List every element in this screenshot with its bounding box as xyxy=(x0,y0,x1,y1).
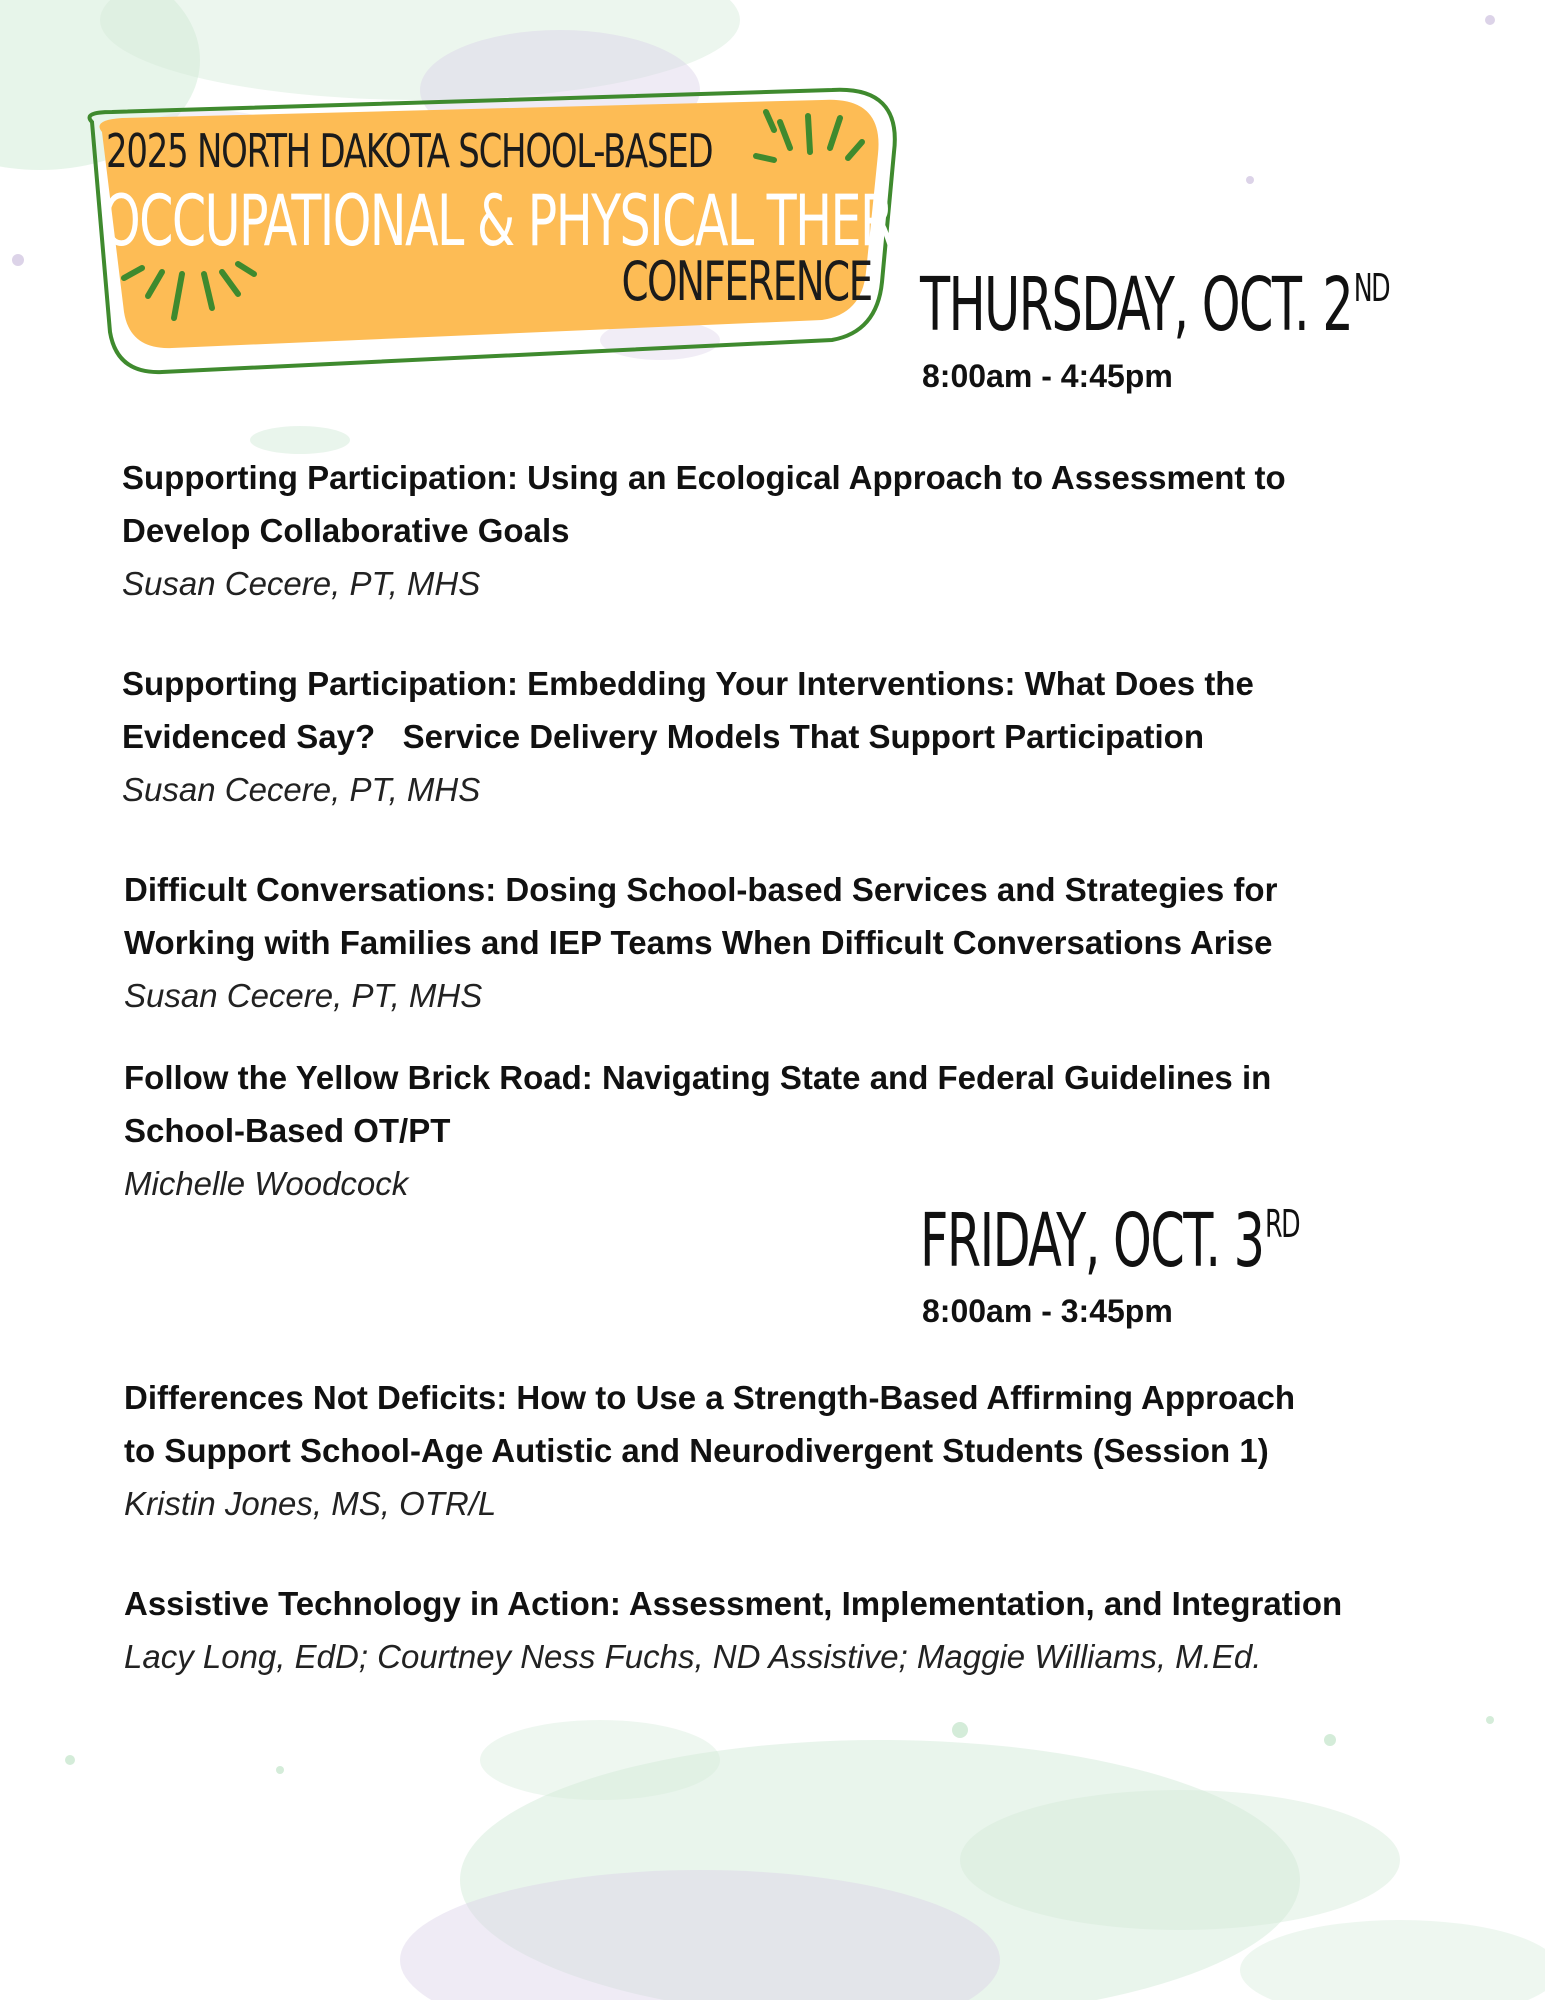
session-speaker: Susan Cecere, PT, MHS xyxy=(124,977,483,1014)
conference-title-badge xyxy=(62,82,978,382)
session-item xyxy=(122,657,1522,816)
session-title-line: Differences Not Deficits: How to Use a Strength-Based Affirming Approach xyxy=(124,1379,1296,1416)
friday-suffix: RD xyxy=(1265,1202,1300,1246)
friday-time: 8:00am - 3:45pm xyxy=(922,1293,1173,1329)
session-speaker: Kristin Jones, MS, OTR/L xyxy=(124,1485,497,1522)
session-item xyxy=(124,1371,1524,1530)
title-line-2: OCCUPATIONAL & PHYSICAL THERAPY xyxy=(102,180,978,262)
session-title-line: Supporting Participation: Using an Ecological Approach to Assessment to xyxy=(122,459,1286,496)
session-title-line: Difficult Conversations: Dosing School-based Services and Strategies for xyxy=(124,871,1278,908)
title-line-3: CONFERENCE xyxy=(621,250,872,313)
session-item xyxy=(124,863,1524,1022)
session-title-line: School-Based OT/PT xyxy=(124,1112,451,1149)
thursday-suffix: ND xyxy=(1353,266,1390,310)
thursday-time: 8:00am - 4:45pm xyxy=(922,358,1173,394)
session-title-line: Working with Families and IEP Teams When Difficult Conversations Arise xyxy=(124,924,1273,961)
session-speaker: Lacy Long, EdD; Courtney Ness Fuchs, ND Assistive; Maggie Williams, M.Ed. xyxy=(124,1638,1262,1675)
session-speaker: Susan Cecere, PT, MHS xyxy=(122,771,481,808)
session-speaker: Michelle Woodcock xyxy=(124,1165,409,1202)
thursday-heading xyxy=(920,262,1389,348)
session-item xyxy=(124,1577,1524,1683)
session-title-line: to Support School-Age Autistic and Neurodivergent Students (Session 1) xyxy=(124,1432,1269,1469)
session-item xyxy=(122,451,1522,610)
thursday-day: THURSDAY, OCT. 2 xyxy=(920,262,1353,348)
title-line-1: 2025 NORTH DAKOTA SCHOOL-BASED xyxy=(106,124,713,178)
session-title-line: Supporting Participation: Embedding Your Interventions: What Does the xyxy=(122,665,1254,702)
friday-heading xyxy=(920,1198,1299,1284)
session-title-line: Follow the Yellow Brick Road: Navigating State and Federal Guidelines in xyxy=(124,1059,1272,1096)
session-speaker: Susan Cecere, PT, MHS xyxy=(122,565,481,602)
session-title-line: Develop Collaborative Goals xyxy=(122,512,570,549)
session-title-line: Assistive Technology in Action: Assessment, Implementation, and Integration xyxy=(124,1585,1343,1622)
session-item xyxy=(124,1051,1524,1210)
friday-day: FRIDAY, OCT. 3 xyxy=(920,1198,1264,1284)
session-title-line: Evidenced Say? Service Delivery Models That Support Participation xyxy=(122,718,1204,755)
